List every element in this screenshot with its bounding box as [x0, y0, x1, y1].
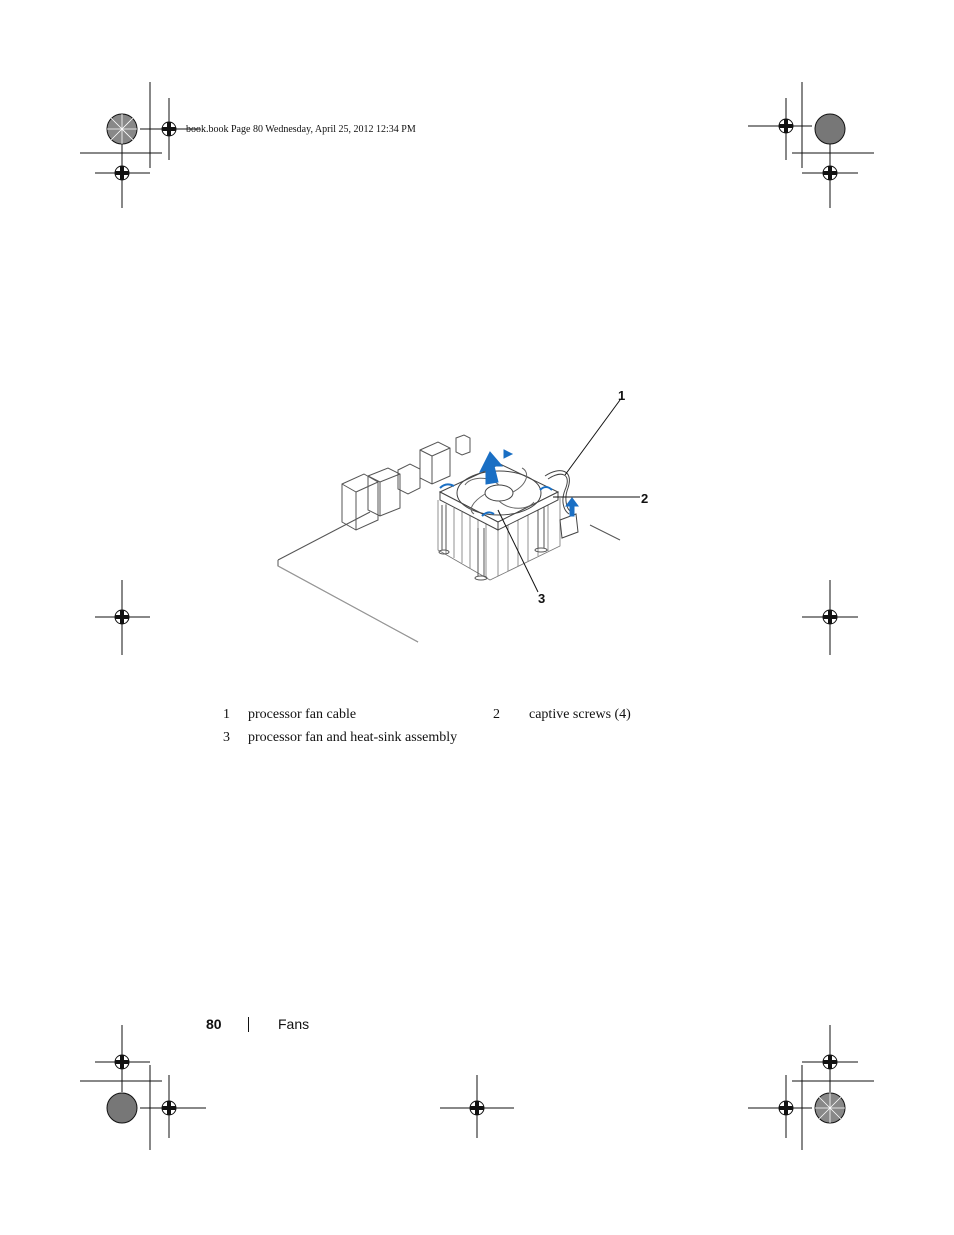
- legend-number-2: 2: [493, 707, 500, 722]
- print-slug: book.book Page 80 Wednesday, April 25, 2012 12:34 PM: [186, 124, 416, 135]
- callout-1: 1: [618, 388, 626, 403]
- legend-number-3: 3: [223, 730, 230, 745]
- legend-label-processor-fan-cable: processor fan cable: [248, 707, 357, 722]
- page-number: 80: [206, 1016, 222, 1032]
- legend-label-captive-screws: captive screws (4): [529, 707, 631, 722]
- legend-number-1: 1: [223, 707, 230, 722]
- callout-3: 3: [538, 591, 546, 606]
- legend-label-fan-heatsink-assembly: processor fan and heat-sink assembly: [248, 730, 458, 745]
- section-name: Fans: [278, 1016, 310, 1032]
- footer-divider: [248, 1017, 249, 1032]
- callout-2: 2: [641, 491, 649, 506]
- fan-heatsink-illustration: [260, 380, 660, 660]
